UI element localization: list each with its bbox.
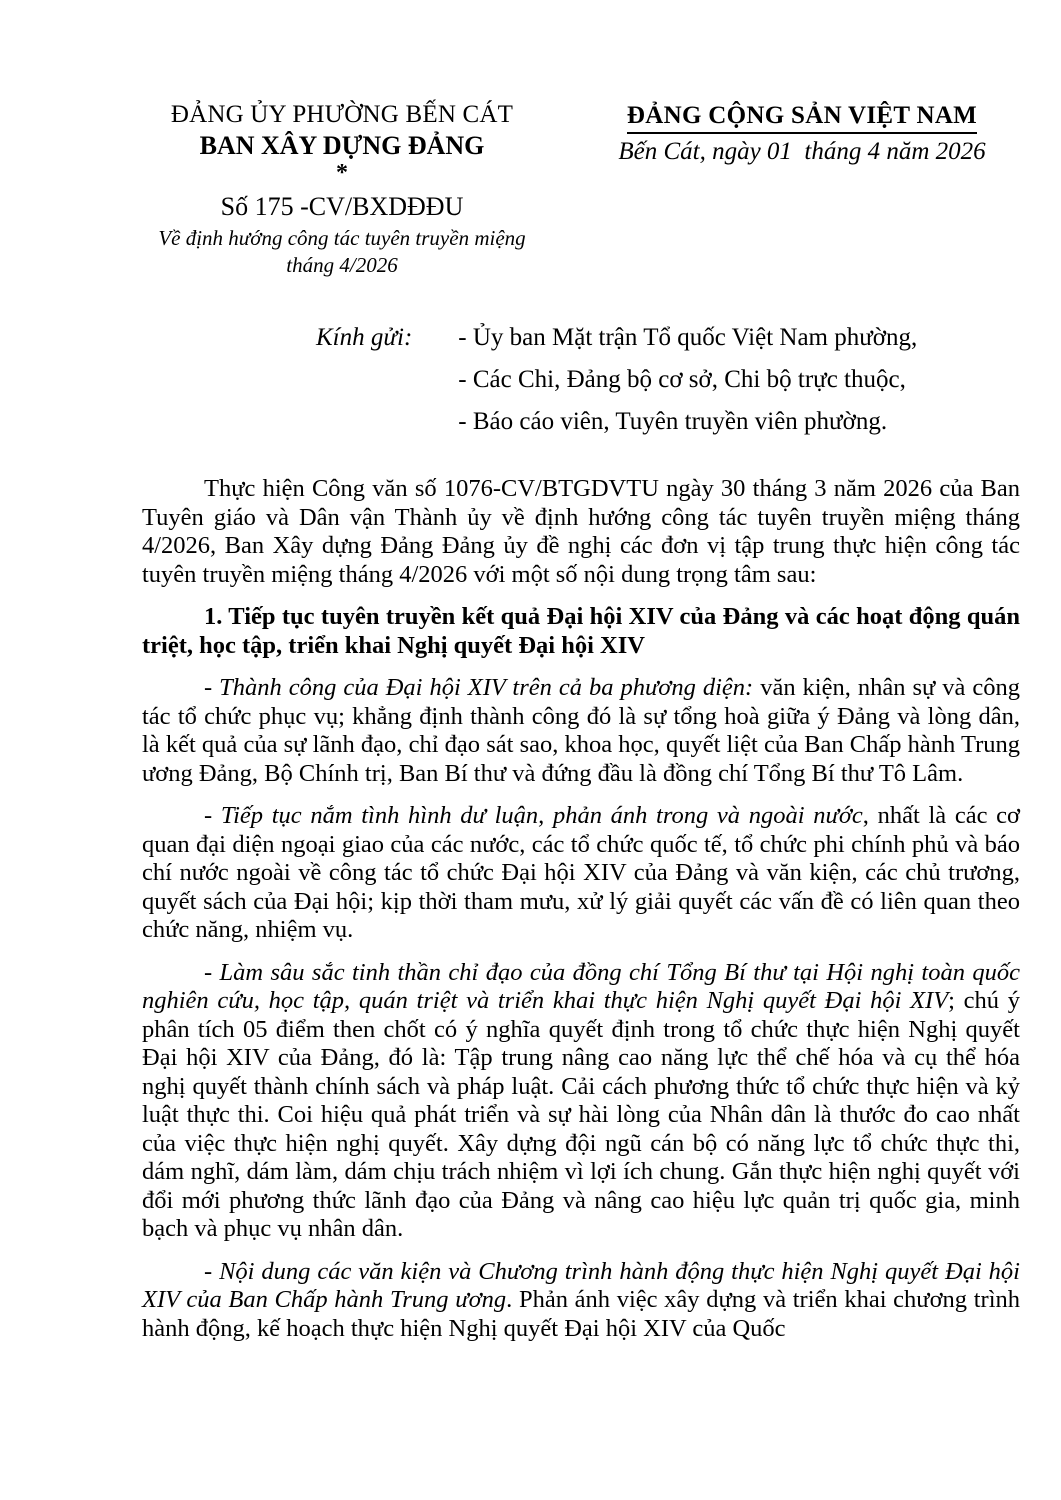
text-run-normal: văn kiện, nhân sự và công tác tổ chức phục vụ; khẳng định thành công đó là sự tổng hoà giữa ý Đảng và lòng dân, là kết quả của sự lãnh đạo, chỉ đạo sát sao, khoa học, quyết liệt của Ban Chấp hành Trung ương Đảng, Bộ Chính trị, Ban Bí thư và đứng đầu là đồng chí Tổng Bí thư Tô Lâm. xyxy=(142,674,1020,787)
party-name: ĐẢNG CỘNG SẢN VIỆT NAM xyxy=(627,100,977,134)
bullet-thanh-cong xyxy=(142,674,1020,788)
recipient-list xyxy=(458,317,917,443)
recipient-item: - Các Chi, Đảng bộ cơ sở, Chi bộ trực thuộc, xyxy=(458,366,906,393)
document-number: Số 175 -CV/BXDĐĐU xyxy=(220,192,464,221)
parent-org-name: ĐẢNG ỦY PHƯỜNG BẾN CÁT xyxy=(170,101,514,128)
star-separator: * xyxy=(336,160,348,186)
text-run-normal: . Phản ánh việc xây dựng và triển khai chương trình hành động, kế hoạch thực hiện Nghị quyết Đại hội XIV của Quốc xyxy=(142,1286,1020,1342)
recipients-label: Kính gửi: xyxy=(316,324,413,351)
document-header xyxy=(0,0,1061,279)
bullet-tiep-tuc-nam xyxy=(142,802,1020,945)
text-run-italic: - Nội dung các văn kiện và Chương trình hành động thực hiện Nghị quyết Đại hội XIV của Ban Chấp hành Trung ương xyxy=(142,1257,1020,1313)
subject-line-2: tháng 4/2026 xyxy=(286,253,398,277)
text-run-italic: - Làm sâu sắc tinh thần chỉ đạo của đồng chí Tổng Bí thư tại Hội nghị toàn quốc nghiên cứu, học tập, quán triệt và triển khai thực hiện Nghị quyết Đại hội XIV xyxy=(142,958,1020,1014)
recipient-item: - Ủy ban Mặt trận Tổ quốc Việt Nam phường, xyxy=(458,324,918,351)
issuing-org-name: BAN XÂY DỰNG ĐẢNG xyxy=(199,131,485,160)
issuing-authority-block xyxy=(138,100,546,279)
text-run-italic: - Tiếp tục nắm tình hình dư luận, phản ánh trong và ngoài nước xyxy=(204,802,863,829)
national-header-block xyxy=(607,100,997,167)
text-run-normal: , nhất là các cơ quan đại diện ngoại giao của các nước, các tổ chức quốc tế, tổ chức phi chính phủ và báo chí nước ngoài về công tác tổ chức Đại hội XIV của Đảng và văn kiện, các chủ trương, quyết sách của Đại hội; kịp thời tham mưu, xử lý giải quyết các vấn đề có liên quan theo chức năng, nhiệm vụ. xyxy=(142,802,1020,943)
bullet-noi-dung-van-kien xyxy=(142,1258,1020,1344)
text-run-italic: - Thành công của Đại hội XIV trên cả ba phương diện: xyxy=(204,674,754,701)
text-run-bold: 1. Tiếp tục tuyên truyền kết quả Đại hội XIV của Đảng và các hoạt động quán triệt, học tập, triển khai Nghị quyết Đại hội XIV xyxy=(142,603,1020,659)
text-run-normal: ; chú ý phân tích 05 điểm then chốt có ý nghĩa quyết định trong tổ chức thực hiện Nghị quyết Đại hội XIV của Đảng, đó là: Tập trung nâng cao năng lực thể chế hóa và cụ thể hóa nghị quyết thành chính sách và pháp luật. Cải cách phương thức tổ chức thực hiện và kỷ luật thực thi. Coi hiệu quả phát triển và sự hài lòng của Nhân dân là thước đo cao nhất của việc thực hiện nghị quyết. Xây dựng đội ngũ cán bộ có năng lực tổ chức thực thi, dám nghĩ, dám làm, dám chịu trách nhiệm vì lợi ích chung. Gắn thực hiện nghị quyết với đổi mới phương thức lãnh đạo của Đảng và nâng cao hiệu lực quản trị quốc gia, minh bạch và phục vụ nhân dân. xyxy=(142,987,1020,1242)
document-subject xyxy=(138,225,546,279)
place-and-date: Bến Cát, ngày 01 tháng 4 năm 2026 xyxy=(618,138,986,165)
text-run-normal: Thực hiện Công văn số 1076-CV/BTGDVTU ngày 30 tháng 3 năm 2026 của Ban Tuyên giáo và Dân vận Thành ủy về định hướng công tác tuyên truyền miệng tháng 4/2026, Ban Xây dựng Đảng Đảng ủy đề nghị các đơn vị tập trung thực hiện công tác tuyên truyền miệng tháng 4/2026 với một số nội dung trọng tâm sau: xyxy=(142,475,1020,588)
recipients-block xyxy=(316,317,1021,443)
bullet-lam-sau-sac xyxy=(142,959,1020,1244)
intro-paragraph xyxy=(142,475,1020,589)
subject-line-1: Về định hướng công tác tuyên truyền miệng xyxy=(158,226,526,250)
document-body xyxy=(142,475,1020,1343)
party-name-wrapper xyxy=(607,100,997,134)
section-1-heading xyxy=(142,603,1020,660)
recipient-item: - Báo cáo viên, Tuyên truyền viên phường. xyxy=(458,408,888,435)
